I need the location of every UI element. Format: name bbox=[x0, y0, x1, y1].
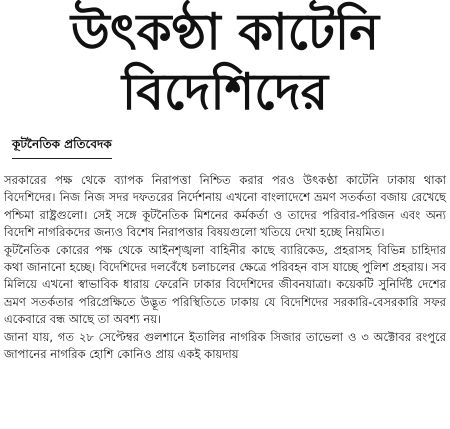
article-body bbox=[4, 172, 446, 363]
byline: কূটনৈতিক প্রতিবেদক bbox=[12, 136, 112, 159]
headline-line-1: উৎকণ্ঠা কাটেনি bbox=[70, 3, 380, 61]
article-paragraph: কূটনৈতিক কোরের পক্ষ থেকে আইনশৃঙ্খলা বাহিনীর কাছে ব্যারিকেড, প্রহরাসহ বিভিন্ন চাহিদার কথা জানানো হচ্ছে। বিদেশিদের দলবেঁধে চলাচলের ক্ষেত্রে পরিবহন বাস যাচ্ছে পুলিশ প্রহরায়। সব মিলিয়ে এখনো স্বাভাবিক ধারায় ফেরেনি ঢাকার বিদেশিদের জীবনযাত্রা। কয়েকটি সুনির্দিষ্ট দেশের ভ্রমণ সতর্কতার পরিপ্রেক্ষিতে উদ্ভূত পরিস্থিতিতে ঢাকায় যে বিদেশিদের সরকারি-বেসরকারি সফর একেবারে বন্ধ আছে তা অবশ্য নয়। bbox=[4, 242, 446, 327]
article-paragraph: জানা যায়, গত ২৮ সেপ্টেম্বর গুলশানে ইতালির নাগরিক সিজার তাভেলা ও ৩ অক্টোবর রংপুরে জাপানের নাগরিক হোশি কোনিও প্রায় একই কায়দায় bbox=[4, 329, 446, 362]
headline-line-2: বিদেশিদের bbox=[121, 63, 329, 121]
article-paragraph: সরকারের পক্ষ থেকে ব্যাপক নিরাপত্তা নিশ্চিত করার পরও উৎকণ্ঠা কাটেনি ঢাকায় থাকা বিদেশিদের। নিজ নিজ সদর দফতরের নির্দেশনায় এখনো বাংলাদেশে ভ্রমণ সতর্কতা বজায় রেখেছে পশ্চিমা রাষ্ট্রগুলো। সেই সঙ্গে কূটনৈতিক মিশনের কর্মকর্তা ও তাদের পরিবার-পরিজন এবং অন্য বিদেশি নাগরিকদের জন্যও বিশেষ নিরাপত্তার বিষয়গুলো খতিয়ে দেখা হচ্ছে নিয়মিত। bbox=[4, 173, 446, 240]
headline bbox=[0, 0, 450, 122]
